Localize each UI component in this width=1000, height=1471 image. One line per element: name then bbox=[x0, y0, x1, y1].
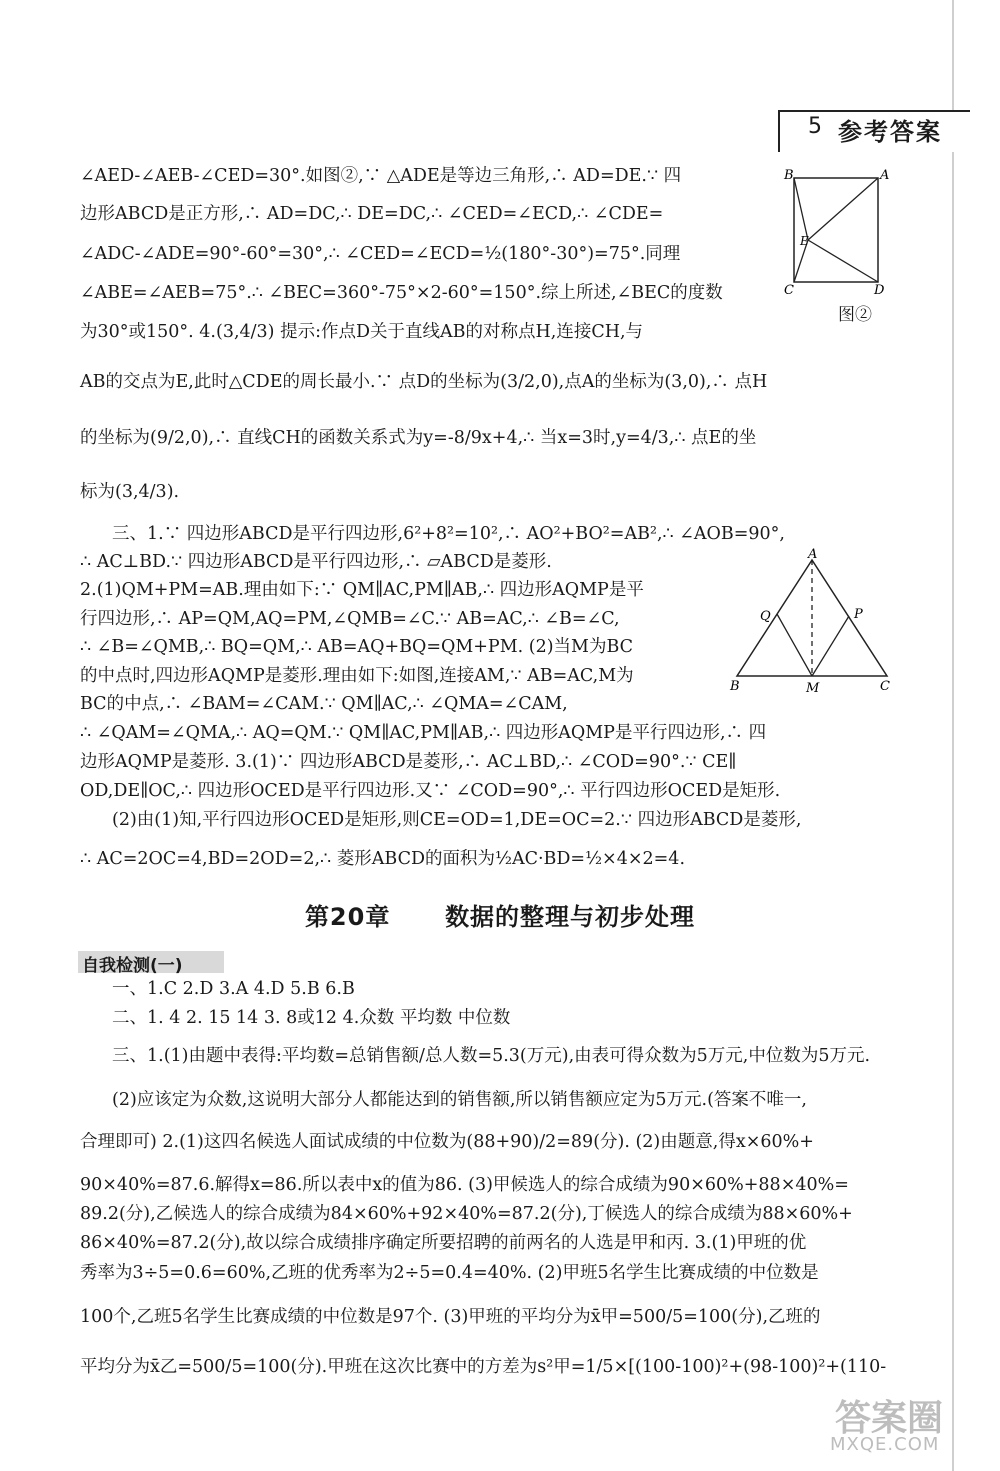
header-title: 参考答案 bbox=[838, 118, 942, 146]
square-figure bbox=[782, 166, 892, 296]
answer-line: 一、1.C 2.D 3.A 4.D 5.B 6.B bbox=[112, 979, 355, 999]
text-line: ∠ABE=∠AEB=75°.∴ ∠BEC=360°-75°×2-60°=150°.综上所述,∠BEC的度数 bbox=[80, 283, 723, 303]
chapter-number: 第20章 bbox=[304, 903, 391, 931]
chapter-title: 数据的整理与初步处理 bbox=[445, 903, 696, 931]
label-c: C bbox=[784, 283, 794, 296]
text-line: OD,DE∥OC,∴ 四边形OCED是平行四边形.又∵ ∠COD=90°,∴ 平行四边形OCED是矩形. bbox=[80, 781, 781, 801]
text-line: 的中点时,四边形AQMP是菱形.理由如下:如图,连接AM,∵ AB=AC,M为 bbox=[80, 666, 634, 686]
text-line: ∴ AC⊥BD.∵ 四边形ABCD是平行四边形,∴ ▱ABCD是菱形. bbox=[80, 552, 552, 572]
text-line: 行四边形,∴ AP=QM,AQ=PM,∠QMB=∠C.∵ AB=AC,∴ ∠B=∠C, bbox=[80, 609, 620, 629]
label-d: D bbox=[874, 283, 885, 296]
label-c: C bbox=[880, 679, 890, 694]
section-title: 自我检测(一) bbox=[82, 956, 183, 976]
text-line: ∴ AC=2OC=4,BD=2OD=2,∴ 菱形ABCD的面积为½AC·BD=½×4×2=4. bbox=[80, 849, 686, 869]
answer-line: 86×40%=87.2(分),故以综合成绩排序确定所要招聘的前两名的人选是甲和丙. 3.(1)甲班的优 bbox=[80, 1233, 807, 1253]
label-a: A bbox=[808, 548, 818, 562]
answer-line: (2)应该定为众数,这说明大部分人都能达到的销售额,所以销售额应定为5万元.(答案不唯一, bbox=[112, 1090, 807, 1110]
text-line: 的坐标为(9/2,0),∴ 直线CH的函数关系式为y=-8/9x+4,∴ 当x=3时,y=4/3,∴ 点E的坐 bbox=[80, 428, 757, 448]
page-edge-rule bbox=[952, 0, 954, 1471]
answer-line: 二、1. 4 2. 15 14 3. 8或12 4.众数 平均数 中位数 bbox=[112, 1008, 511, 1028]
text-line: 2.(1)QM+PM=AB.理由如下:∵ QM∥AC,PM∥AB,∴ 四边形AQMP是平 bbox=[80, 580, 644, 600]
text-line: 标为(3,4/3). bbox=[80, 482, 180, 502]
text-line: 边形ABCD是正方形,∴ AD=DC,∴ DE=DC,∴ ∠CED=∠ECD,∴ ∠CDE= bbox=[80, 204, 664, 224]
watermark-site: MXQE.COM bbox=[830, 1434, 940, 1455]
answer-line: 合理即可) 2.(1)这四名候选人面试成绩的中位数为(88+90)/2=89(分). (2)由题意,得x×60%+ bbox=[80, 1132, 814, 1152]
label-b: B bbox=[784, 168, 794, 183]
answer-line: 90×40%=87.6.解得x=86.所以表中x的值为86. (3)甲候选人的综合成绩为90×60%+88×40%= bbox=[80, 1175, 849, 1195]
label-p: P bbox=[854, 607, 863, 622]
answer-line: 秀率为3÷5=0.6=60%,乙班的优秀率为2÷5=0.4=40%. (2)甲班5名学生比赛成绩的中位数是 bbox=[80, 1263, 819, 1283]
answer-line: 三、1.(1)由题中表得:平均数=总销售额/总人数=5.3(万元),由表可得众数为5万元,中位数为5万元. bbox=[112, 1046, 871, 1066]
label-b: B bbox=[730, 679, 740, 694]
answer-line: 100个,乙班5名学生比赛成绩的中位数是97个. (3)甲班的平均分为x̄甲=500/5=100(分),乙班的 bbox=[80, 1307, 821, 1327]
label-q: Q bbox=[760, 609, 771, 624]
text-line: ∴ ∠B=∠QMB,∴ BQ=QM,∴ AB=AQ+BQ=QM+PM. (2)当M为BC bbox=[80, 637, 634, 657]
triangle-figure bbox=[722, 548, 902, 698]
figure-caption: 图② bbox=[838, 305, 872, 325]
label-a: A bbox=[880, 168, 890, 183]
text-line: 边形AQMP是菱形. 3.(1)∵ 四边形ABCD是菱形,∴ AC⊥BD,∴ ∠COD=90°.∵ CE∥ bbox=[80, 752, 737, 772]
answer-line: 89.2(分),乙候选人的综合成绩为84×60%+92×40%=87.2(分),丁候选人的综合成绩为88×60%+ bbox=[80, 1204, 853, 1224]
text-line: 为30°或150°. 4.(3,4/3) 提示:作点D关于直线AB的对称点H,连接CH,与 bbox=[80, 322, 644, 342]
text-line: ∴ ∠QAM=∠QMA,∴ AQ=QM.∵ QM∥AC,PM∥AB,∴ 四边形AQMP是平行四边形,∴ 四 bbox=[80, 723, 767, 743]
answer-line: 平均分为x̄乙=500/5=100(分).甲班在这次比赛中的方差为s²甲=1/5×[(100-100)²+(98-100)²+(110- bbox=[80, 1357, 887, 1377]
text-line: BC的中点,∴ ∠BAM=∠CAM.∵ QM∥AC,∴ ∠QMA=∠CAM, bbox=[80, 694, 568, 714]
watermark-logo: 答案圈 bbox=[835, 1398, 944, 1439]
header-page-number: 5 bbox=[808, 114, 822, 139]
text-line: AB的交点为E,此时△CDE的周长最小.∵ 点D的坐标为(3/2,0),点A的坐标为(3,0),∴ 点H bbox=[80, 372, 768, 392]
label-m: M bbox=[806, 681, 820, 696]
text-line: 三、1.∵ 四边形ABCD是平行四边形,6²+8²=10²,∴ AO²+BO²=AB²,∴ ∠AOB=90°, bbox=[112, 524, 785, 544]
text-line: (2)由(1)知,平行四边形OCED是矩形,则CE=OD=1,DE=OC=2.∵ 四边形ABCD是菱形, bbox=[112, 810, 802, 830]
text-line: ∠ADC-∠ADE=90°-60°=30°,∴ ∠CED=∠ECD=½(180°-30°)=75°.同理 bbox=[80, 244, 681, 264]
text-line: ∠AED-∠AEB-∠CED=30°.如图②,∵ △ADE是等边三角形,∴ AD=DE.∵ 四 bbox=[80, 166, 682, 186]
chapter-heading bbox=[0, 897, 1000, 932]
label-e: E bbox=[800, 234, 809, 248]
